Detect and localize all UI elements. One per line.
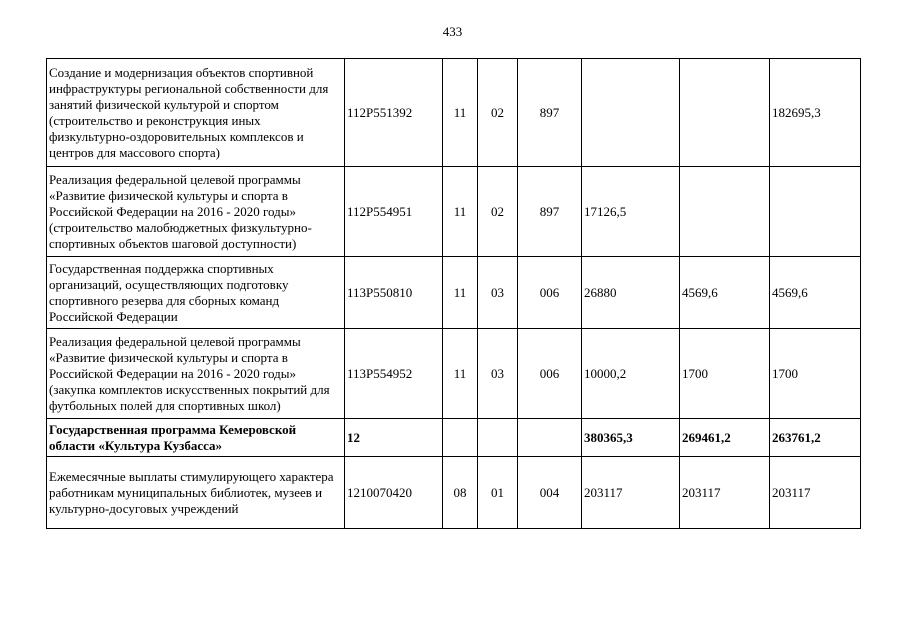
row-sum-2: 269461,2 [680, 419, 770, 457]
row-code: 1210070420 [345, 457, 443, 529]
row-sum-2: 1700 [680, 329, 770, 419]
row-sum-3: 4569,6 [770, 257, 861, 329]
row-sum-2 [680, 59, 770, 167]
row-org: 897 [518, 167, 582, 257]
row-subsection [478, 419, 518, 457]
row-name: Создание и модернизация объектов спортивной инфраструктуры региональной собственности для занятий физической культурой и спортом (строительство и реконструкция иных физкультурно-оздоровительных комплексов и центров для массового спорта) [47, 59, 345, 167]
table-row [47, 167, 861, 257]
row-name: Государственная поддержка спортивных организаций, осуществляющих подготовку спортивного резерва для сборных команд Российской Федерации [47, 257, 345, 329]
row-name: Реализация федеральной целевой программы «Развитие физической культуры и спорта в Российской Федерации на 2016 - 2020 годы» (строительство малобюджетных физкультурно-спортивных объектов шаговой доступности) [47, 167, 345, 257]
table-row [47, 257, 861, 329]
budget-table [46, 58, 861, 529]
page-number: 433 [442, 24, 463, 39]
row-org: 006 [518, 329, 582, 419]
row-sum-3: 1700 [770, 329, 861, 419]
row-sum-1: 203117 [582, 457, 680, 529]
row-sum-2: 4569,6 [680, 257, 770, 329]
row-code: 112P551392 [345, 59, 443, 167]
table-row [47, 419, 861, 457]
row-sum-1: 17126,5 [582, 167, 680, 257]
row-name: Государственная программа Кемеровской области «Культура Кузбасса» [47, 419, 345, 457]
row-section: 11 [443, 59, 478, 167]
row-code: 113P550810 [345, 257, 443, 329]
row-code: 112P554951 [345, 167, 443, 257]
row-name: Реализация федеральной целевой программы «Развитие физической культуры и спорта в Российской Федерации на 2016 - 2020 годы» (закупка комплектов искусственных покрытий для футбольных полей для спортивных школ) [47, 329, 345, 419]
row-name: Ежемесячные выплаты стимулирующего характера работникам муниципальных библиотек, музеев и культурно-досуговых учреждений [47, 457, 345, 529]
row-sum-3: 182695,3 [770, 59, 861, 167]
row-sum-3 [770, 167, 861, 257]
row-sum-1 [582, 59, 680, 167]
row-section: 11 [443, 329, 478, 419]
row-sum-1: 26880 [582, 257, 680, 329]
table-row [47, 457, 861, 529]
row-subsection: 02 [478, 167, 518, 257]
row-sum-3: 263761,2 [770, 419, 861, 457]
row-sum-2: 203117 [680, 457, 770, 529]
table-row [47, 329, 861, 419]
row-code: 113P554952 [345, 329, 443, 419]
row-code: 12 [345, 419, 443, 457]
row-org: 004 [518, 457, 582, 529]
row-sum-1: 10000,2 [582, 329, 680, 419]
table-row [47, 59, 861, 167]
row-section: 11 [443, 257, 478, 329]
row-sum-2 [680, 167, 770, 257]
row-org [518, 419, 582, 457]
row-subsection: 01 [478, 457, 518, 529]
row-subsection: 03 [478, 329, 518, 419]
row-org: 897 [518, 59, 582, 167]
row-section: 11 [443, 167, 478, 257]
row-subsection: 02 [478, 59, 518, 167]
row-section [443, 419, 478, 457]
row-subsection: 03 [478, 257, 518, 329]
row-section: 08 [443, 457, 478, 529]
row-sum-1: 380365,3 [582, 419, 680, 457]
row-org: 006 [518, 257, 582, 329]
row-sum-3: 203117 [770, 457, 861, 529]
